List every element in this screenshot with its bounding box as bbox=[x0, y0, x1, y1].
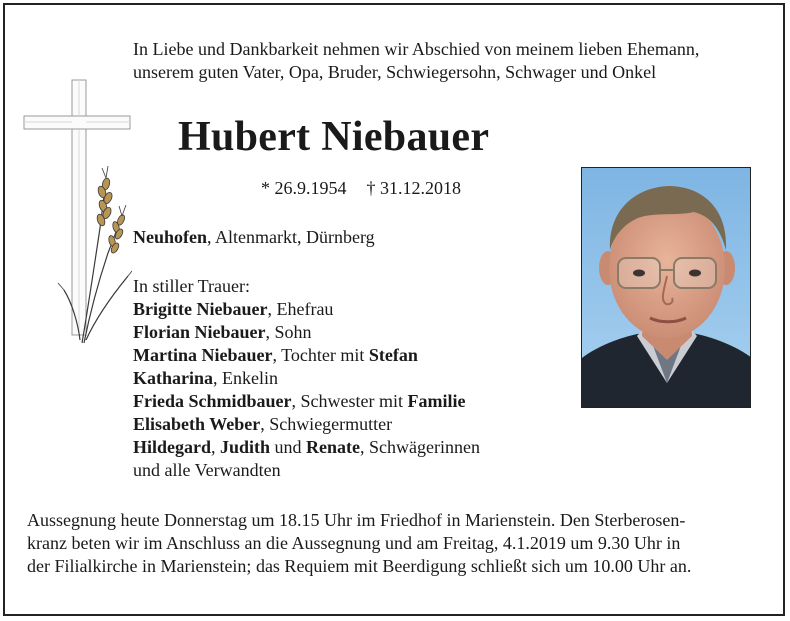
intro-text bbox=[133, 38, 773, 84]
mourner-row bbox=[133, 390, 480, 413]
mourner-relation: , Schwägerinnen bbox=[360, 437, 480, 457]
mourner-name: Hildegard bbox=[133, 437, 212, 457]
mourner-separator-2: und bbox=[270, 437, 307, 457]
death-date: † 31.12.2018 bbox=[366, 178, 461, 198]
mourners-heading: In stiller Trauer: bbox=[133, 276, 250, 296]
notice-line-1: Aussegnung heute Donnerstag um 18.15 Uhr im Friedhof in Marienstein. Den Sterberosen- bbox=[27, 510, 686, 530]
notice-line-2: kranz beten wir im Anschluss an die Aussegnung und am Freitag, 4.1.2019 um 9.30 Uhr in bbox=[27, 533, 681, 553]
mourner-name: Martina Niebauer bbox=[133, 345, 273, 365]
mourner-relation: , Schwiegermutter bbox=[260, 414, 393, 434]
mourner-row bbox=[133, 436, 480, 459]
mourner-name: Frieda Schmidbauer bbox=[133, 391, 292, 411]
notice-line-3: der Filialkirche in Marienstein; das Requiem mit Beerdigung schließt sich um 10.00 Uhr an. bbox=[27, 556, 692, 576]
mourner-row bbox=[133, 321, 480, 344]
intro-line-2: unserem guten Vater, Opa, Bruder, Schwiegersohn, Schwager und Onkel bbox=[133, 62, 657, 82]
mourner-name-2: Stefan bbox=[368, 345, 418, 365]
funeral-notice bbox=[27, 509, 767, 578]
portrait-photo bbox=[581, 167, 751, 408]
mourner-name: Katharina bbox=[133, 368, 214, 388]
mourner-relation: , Ehefrau bbox=[267, 299, 334, 319]
mourner-name: Florian Niebauer bbox=[133, 322, 266, 342]
birth-date: * 26.9.1954 bbox=[261, 178, 347, 198]
mourner-separator: , bbox=[211, 437, 221, 457]
mourner-relation: , Enkelin bbox=[213, 368, 279, 388]
mourner-name: Brigitte Niebauer bbox=[133, 299, 268, 319]
mourner-row bbox=[133, 367, 480, 390]
mourners-closing: und alle Verwandten bbox=[133, 460, 281, 480]
intro-line-1: In Liebe und Dankbarkeit nehmen wir Abschied von meinem lieben Ehemann, bbox=[133, 39, 700, 59]
residence-rest: , Altenmarkt, Dürnberg bbox=[207, 227, 375, 247]
mourner-name-3: Renate bbox=[306, 437, 361, 457]
portrait-illustration bbox=[582, 168, 751, 408]
mourner-name: Elisabeth Weber bbox=[133, 414, 261, 434]
mourner-relation: , Tochter mit bbox=[272, 345, 369, 365]
mourner-relation: , Sohn bbox=[265, 322, 312, 342]
mourner-name-2: Judith bbox=[220, 437, 271, 457]
mourner-row bbox=[133, 413, 480, 436]
residence bbox=[133, 227, 375, 248]
mourners-list bbox=[133, 275, 480, 482]
deceased-name: Hubert Niebauer bbox=[178, 114, 490, 160]
mourner-relation: , Schwester mit bbox=[291, 391, 408, 411]
cross-with-wheat-icon bbox=[22, 78, 132, 350]
mourner-name-2: Familie bbox=[407, 391, 466, 411]
residence-main: Neuhofen bbox=[133, 227, 208, 247]
mourner-row bbox=[133, 298, 480, 321]
life-dates bbox=[261, 178, 461, 199]
mourner-row bbox=[133, 344, 480, 367]
